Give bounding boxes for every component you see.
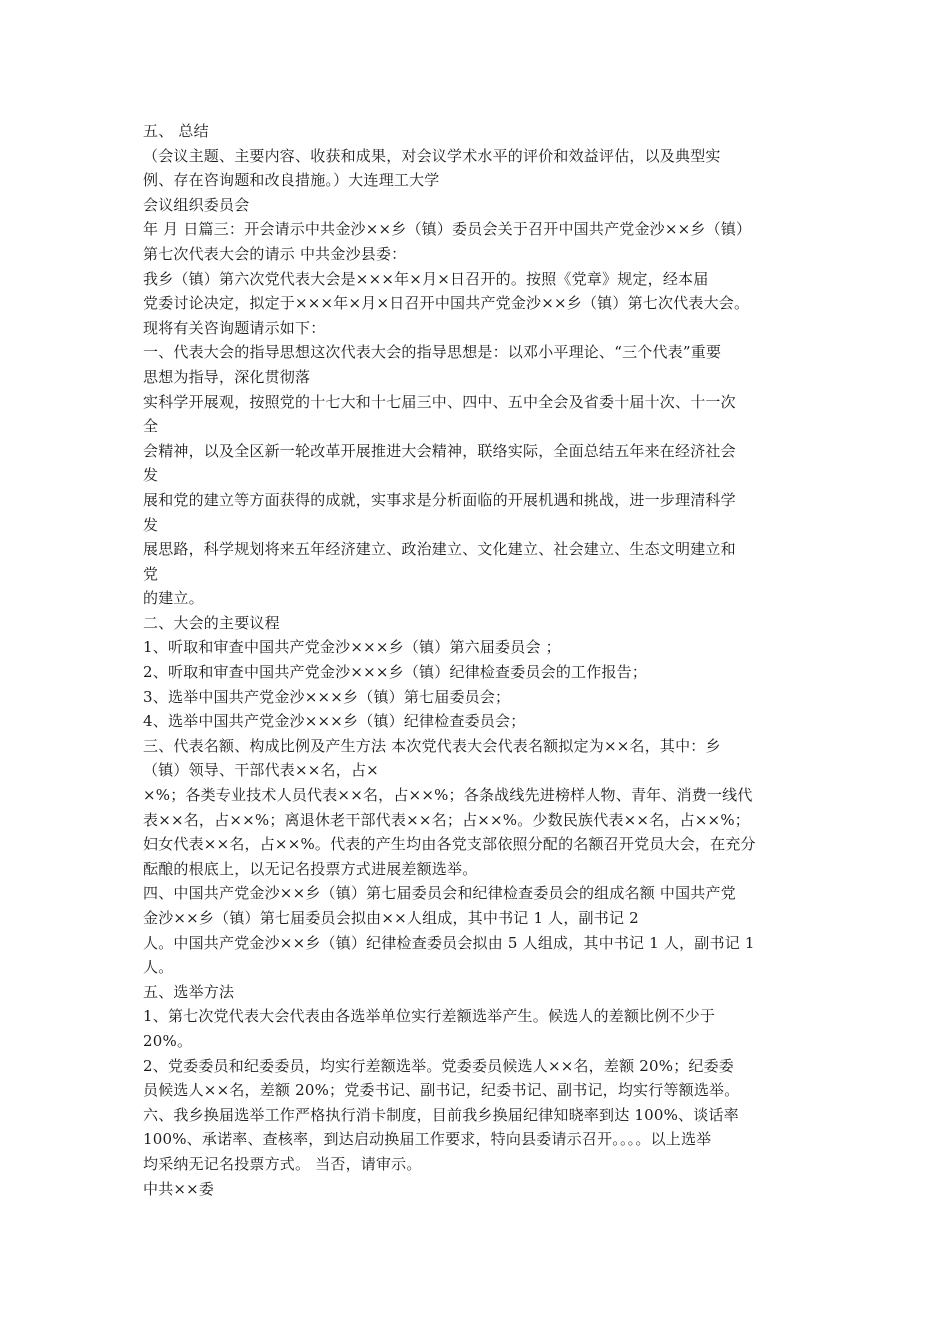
text-line: 我乡（镇）第六次党代表大会是×××年×月×日召开的。按照《党章》规定，经本届 bbox=[143, 269, 709, 288]
text-line: 均采纳无记名投票方式。 当否，请审示。 bbox=[143, 1154, 422, 1173]
text-line: 发 bbox=[143, 515, 159, 534]
text-line: 中共××委 bbox=[143, 1179, 215, 1198]
text-line: 发 bbox=[143, 466, 159, 485]
text-line: 党 bbox=[143, 564, 159, 583]
text-line: 妇女代表××名，占××%。代表的产生均由各党支部依照分配的名额召开党员大会，在充分 bbox=[143, 835, 756, 854]
text-line: 20%。 bbox=[143, 1031, 193, 1050]
text-line: 1、听取和审查中国共产党金沙×××乡（镇）第六届委员会 ； bbox=[143, 638, 561, 657]
text-line: 表××名，占××%；离退休老干部代表××名；占××%。少数民族代表××名，占××%； bbox=[143, 810, 750, 829]
text-line: （镇）领导、干部代表××名，占× bbox=[143, 761, 379, 780]
text-line: （会议主题、主要内容、收获和成果，对会议学术水平的评价和效益评估，以及典型实 bbox=[143, 146, 721, 165]
text-line: 4、选举中国共产党金沙×××乡（镇）纪律检查委员会； bbox=[143, 712, 526, 731]
text-line: 三、代表名额、构成比例及产生方法 本次党代表大会代表名额拟定为××名，其中：乡 bbox=[143, 736, 721, 755]
text-line: 2、听取和审查中国共产党金沙×××乡（镇）纪律检查委员会的工作报告； bbox=[143, 663, 648, 682]
text-line: 会议组织委员会 bbox=[143, 195, 250, 214]
text-line: 2、党委委员和纪委委员，均实行差额选举。党委委员候选人××名，差额 20%；纪委委 bbox=[143, 1056, 734, 1075]
text-line: 会精神，以及全区新一轮改革开展推进大会精神，联络实际，全面总结五年来在经济社会 bbox=[143, 441, 736, 460]
text-line: 六、我乡换届选举工作严格执行消卡制度，目前我乡换届纪律知晓率到达 100%、谈话率 bbox=[143, 1105, 739, 1124]
text-line: 全 bbox=[143, 417, 159, 436]
text-line: 的建立。 bbox=[143, 589, 204, 608]
text-line: 五、选举方法 bbox=[143, 982, 235, 1001]
text-line: 思想为指导，深化贯彻落 bbox=[143, 367, 311, 386]
text-line: 实科学开展观，按照党的十七大和十七届三中、四中、五中全会及省委十届十次、十一次 bbox=[143, 392, 736, 411]
text-line: ×%；各类专业技术人员代表××名，占××%；各条战线先进榜样人物、青年、消费一线代 bbox=[143, 786, 753, 805]
text-line: 3、选举中国共产党金沙×××乡（镇）第七届委员会； bbox=[143, 687, 511, 706]
document-body bbox=[143, 119, 813, 1201]
text-line: 酝酿的根底上，以无记名投票方式进展差额选举。 bbox=[143, 859, 478, 878]
text-line: 一、代表大会的指导思想这次代表大会的指导思想是：以邓小平理论、“三个代表”重要 bbox=[143, 343, 722, 362]
text-line: 员候选人××名，差额 20%；党委书记、副书记，纪委书记、副书记，均实行等额选举。 bbox=[143, 1081, 740, 1100]
text-line: 人。中国共产党金沙××乡（镇）纪律检查委员会拟由 5 人组成，其中书记 1 人，副书记 1 bbox=[143, 933, 755, 952]
text-line: 展思路，科学规划将来五年经济建立、政治建立、文化建立、社会建立、生态文明建立和 bbox=[143, 540, 736, 559]
text-line: 金沙××乡（镇）第七届委员会拟由××人组成，其中书记 1 人，副书记 2 bbox=[143, 909, 639, 927]
text-line: 100%、承诺率、查核率，到达启动换届工作要求，特向县委请示召开。。。。以上选举 bbox=[143, 1130, 712, 1149]
text-line: 党委讨论决定，拟定于×××年×月×日召开中国共产党金沙××乡（镇）第七次代表大会。 bbox=[143, 294, 750, 313]
text-line: 年 月 日篇三：开会请示中共金沙××乡（镇）委员会关于召开中国共产党金沙××乡（镇） bbox=[143, 220, 752, 239]
text-line: 二、大会的主要议程 bbox=[143, 613, 280, 632]
text-line: 展和党的建立等方面获得的成就，实事求是分析面临的开展机遇和挑战，进一步理清科学 bbox=[143, 490, 736, 509]
text-line: 五、 总结 bbox=[143, 122, 209, 140]
text-line: 第七次代表大会的请示 中共金沙县委： bbox=[143, 244, 407, 263]
text-line: 1、第七次党代表大会代表由各选举单位实行差额选举产生。候选人的差额比例不少于 bbox=[143, 1007, 716, 1026]
text-line: 四、中国共产党金沙××乡（镇）第七届委员会和纪律检查委员会的组成名额 中国共产党 bbox=[143, 884, 736, 903]
text-line: 例、存在咨询题和改良措施。）大连理工大学 bbox=[143, 171, 440, 190]
text-line: 现将有关咨询题请示如下： bbox=[143, 318, 326, 337]
text-line: 人。 bbox=[143, 958, 174, 977]
